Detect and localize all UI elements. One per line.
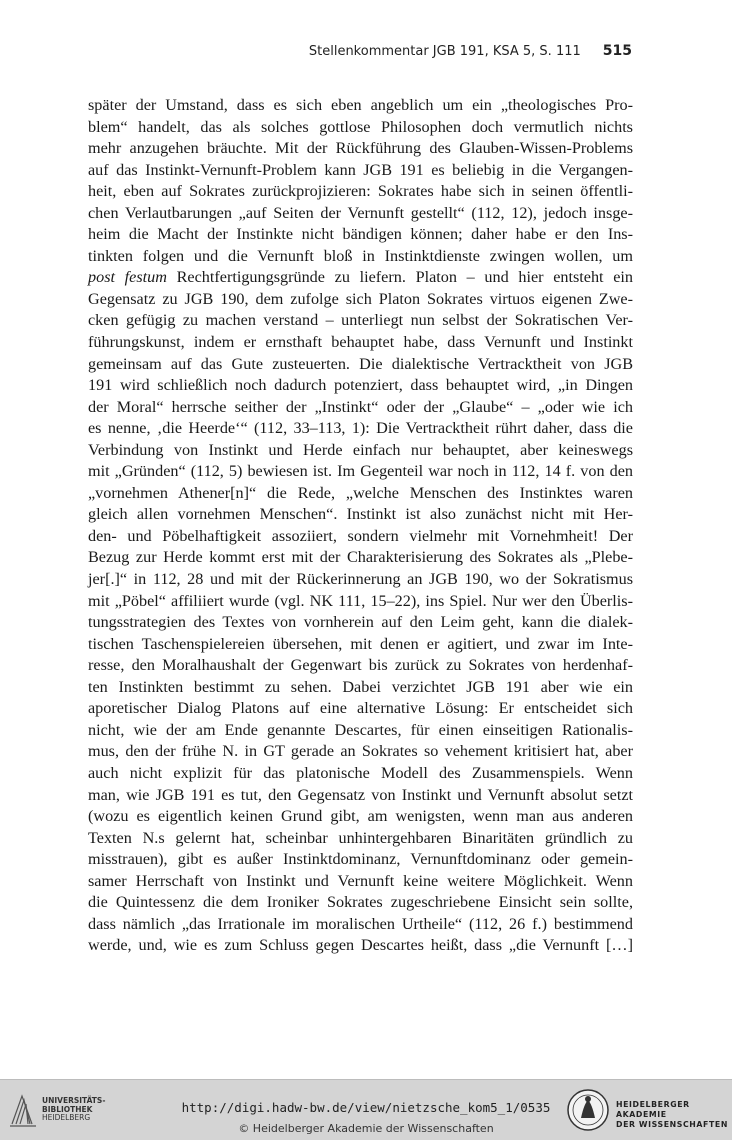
viewer-footer [0,1079,732,1140]
text-line: Gegensatz zu JGB 190, dem zufolge sich Platon Sokrates virtuos eigenen Zwe- [88,289,633,308]
running-head [309,43,632,59]
text-line: „vornehmen Athener[n]“ die Rede, „welche Menschen des Instinktes waren [88,483,633,502]
text-line: man, wie JGB 191 es tut, den Gegensatz von Instinkt und Vernunft absolut setzt [88,785,633,804]
italic-phrase: post festum [88,268,167,287]
text-line: der Moral“ herrsche seither der „Instinkt“ oder der „Glaube“ – „oder wie ich [88,397,633,416]
text-line: heim die Macht der Instinkte nicht bändigen können; daher habe er den Ins- [88,225,633,244]
academy-name: HEIDELBERGER AKADEMIE DER WISSENSCHAFTEN [616,1100,728,1129]
university-library-name: UNIVERSITÄTS- BIBLIOTHEK HEIDELBERG [42,1096,106,1122]
text-line: aporetischer Dialog Platons auf eine alternative Lösung: Er entscheidet sich [88,699,633,718]
text-line: Texten N.s gelernt hat, scheinbar unhintergehbaren Binaritäten gründlich zu [88,828,633,847]
text-line: mehr anzugehen bräuchte. Mit der Rückführung des Glauben-Wissen-Problems [88,139,633,158]
text-line: ten Instinkten bestimmt zu sehen. Dabei verzichtet JGB 191 aber wie ein [88,677,633,696]
text-line: werde, und, wie es zum Schluss gegen Descartes heißt, dass „die Vernunft […] [88,936,633,955]
running-title: Stellenkommentar JGB 191, KSA 5, S. 111 [308,44,581,59]
text-line: samer Herrschaft von Instinkt und Vernunft keine weitere Möglichkeit. Wenn [88,871,633,890]
text-line: die Quintessenz die dem Ironiker Sokrates zugeschriebene Einsicht sein sollte, [88,893,633,912]
text-line: tischen Taschenspielereien übersehen, mit denen er agitiert, und zwar im Inte- [88,634,633,653]
text-line: blem“ handelt, das als solches gottlose Philosophen doch vermutlich nichts [88,117,633,136]
text-line: den- und Pöbelhaftigkeit assoziiert, sondern vielmehr mit Vornehmheit! Der [88,526,633,545]
text-line: Verbindung von Instinkt und Herde einfach nur behauptet, aber keineswegs [88,440,633,459]
text-line: mus, den der frühe N. in GT gerade an Sokrates so vehement kritisiert hat, aber [88,742,633,761]
text-line: Bezug zur Herde kommt erst mit der Charakterisierung des Sokrates als „Plebe- [88,548,633,567]
text-line: dass nämlich „das Irrationale im moralischen Urtheile“ (112, 26 f.) bestimmend [88,914,633,933]
permalink-url[interactable]: http://digi.hadw-bw.de/view/nietzsche_kom5_1/0535 [181,1100,551,1115]
body-text [88,95,633,957]
text-line: resse, den Moralhaushalt der Gegenwart bis zurück zu Sokrates von herdenhaf- [88,656,633,675]
text-line: heit, eben auf Sokrates zurückprojizieren: Sokrates habe sich in seinen öffentli- [88,182,633,201]
text-line: tungsstrategien des Textes von vornherein auf den Leim geht, kann die dialek- [88,613,633,632]
text-line: 191 wird schließlich noch dadurch potenziert, dass behauptet wird, „in Dingen [88,376,633,395]
text-line: post festum Rechtfertigungsgründe zu liefern. Platon – und hier entsteht ein [88,268,633,287]
text-line: es nenne, ‚die Heerde‘“ (112, 33–113, 1): Die Vertracktheit rührt daher, dass die [88,419,633,438]
text-line: mit „Pöbel“ affiliiert wurde (vgl. NK 111, 15–22), ins Spiel. Nur wer den Überlis- [88,591,633,610]
text-line: mit „Gründen“ (112, 5) bewiesen ist. Im Gegenteil war noch in 112, 14 f. von den [88,462,633,481]
text-line: chen Verlautbarungen „auf Seiten der Vernunft gestellt“ (112, 12), jedoch insge- [88,203,633,222]
copyright-notice: © Heidelberger Akademie der Wissenschaften [238,1122,494,1135]
text-line: (wozu es eigentlich keinen Grund gibt, am wenigsten, wenn man aus anderen [88,807,633,826]
text-line: cken gefügig zu machen verstand – unterliegt nun selbst der Sokratischen Ver- [88,311,633,330]
text-line: jer[.]“ in 112, 28 und mit der Rückerinnerung an JGB 190, wo der Sokratismus [88,570,633,589]
text-line: gleich allen vornehmen Menschen“. Instinkt ist also zunächst nicht mit Her- [88,505,633,524]
text-line: später der Umstand, dass es sich eben angeblich um ein „theologisches Pro- [88,96,633,114]
text-line: misstrauen), gibt es außer Instinktdominanz, Vernunftdominanz oder gemein- [88,850,633,869]
page-number: 515 [602,43,632,59]
text-line: gemeinsam auf das Gute zusteuerten. Die dialektische Vertracktheit von JGB [88,354,633,373]
text-line: tinkten folgen und die Vernunft bloß in Instinktdienste zwingen wollen, um [88,246,633,265]
text-line: führungskunst, indem er ernsthaft behauptet habe, dass Vernunft und Instinkt [88,333,633,352]
text-line: auch nicht explizit für das platonische Modell des Zusammenspiels. Wenn [88,763,633,782]
text-line: auf das Instinkt-Vernunft-Problem kann JGB 191 es beliebig in die Vergangen- [88,160,633,179]
academy-seal-icon [566,1088,610,1132]
text-line: nicht, wie der am Ende genannte Descartes, für einen einseitigen Rationalis- [88,720,633,739]
